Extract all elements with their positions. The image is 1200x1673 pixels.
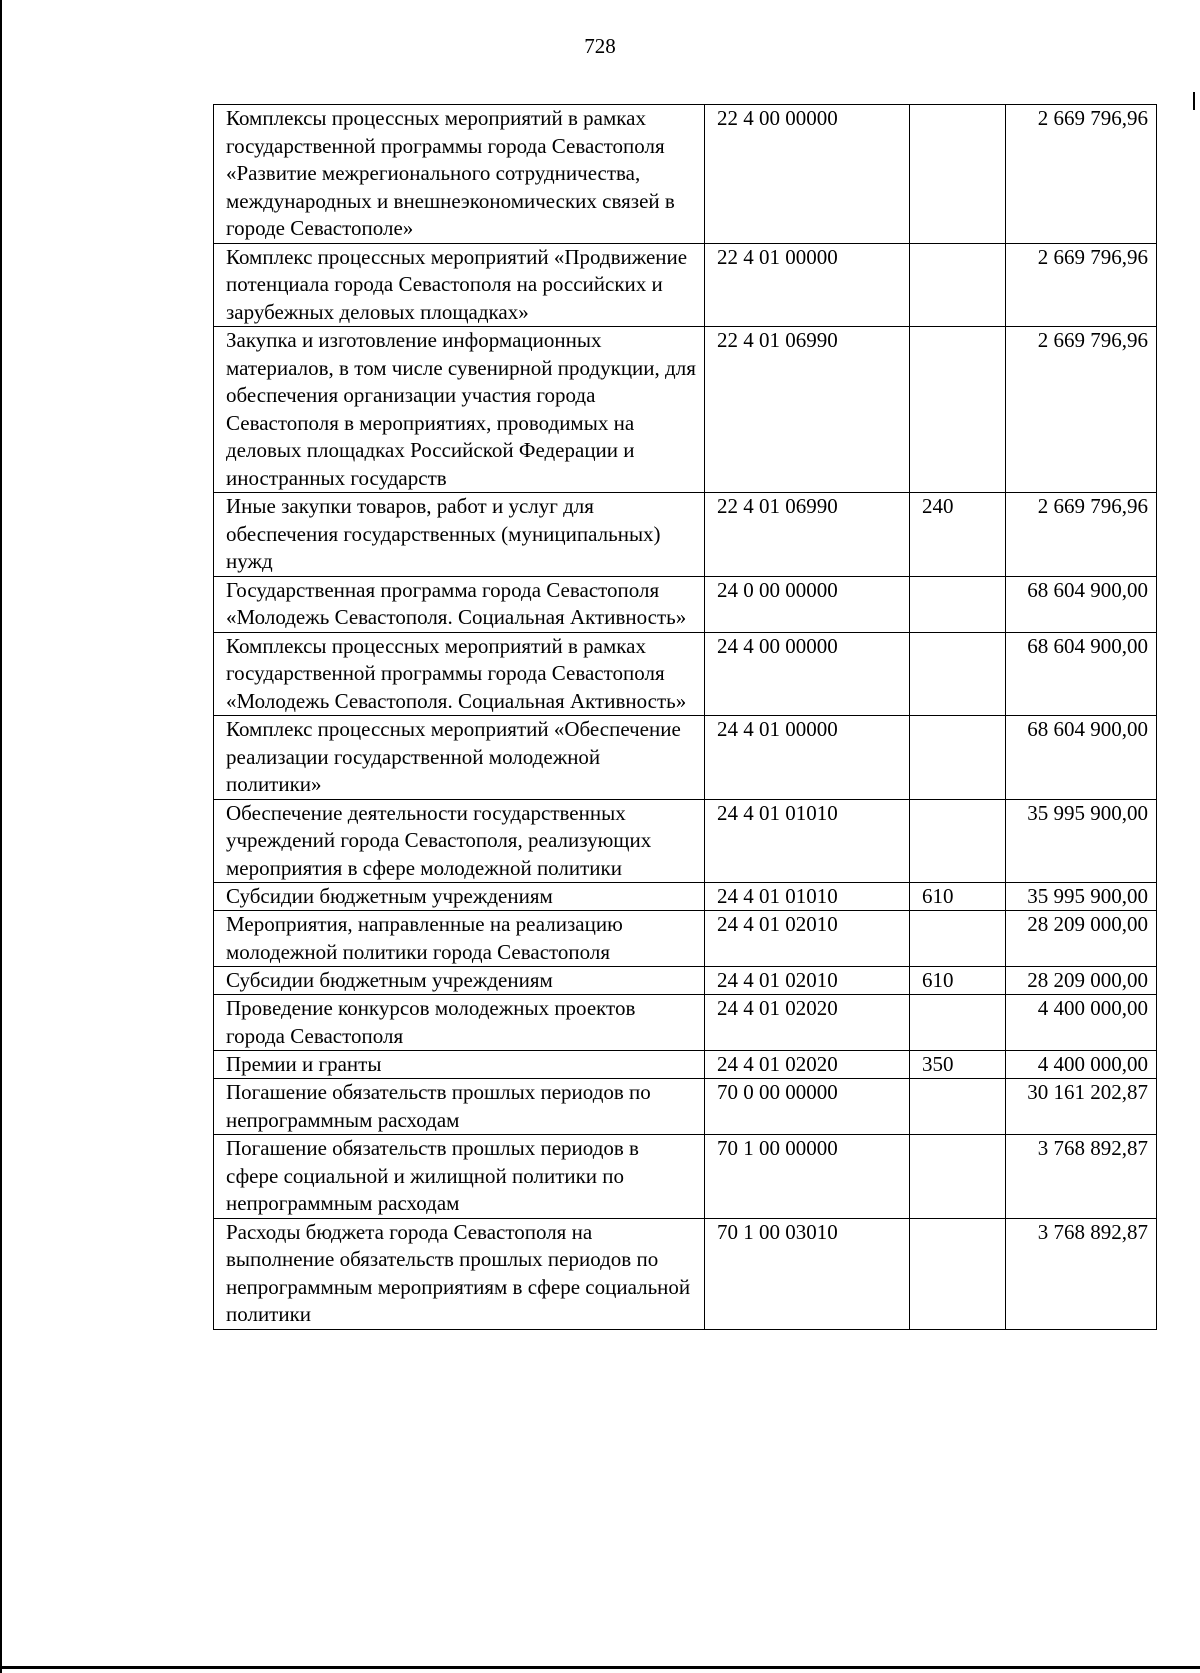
row-sum-cell: 4 400 000,00 [1006, 995, 1157, 1051]
row-sum-cell: 2 669 796,96 [1006, 243, 1157, 327]
table-row [214, 632, 1157, 716]
row-type-cell [910, 716, 1006, 800]
row-name-cell: Государственная программа города Севастополя «Молодежь Севастополя. Социальная Активность» [214, 576, 705, 632]
row-code-cell: 24 0 00 00000 [705, 576, 910, 632]
row-type-cell [910, 576, 1006, 632]
row-code-cell: 22 4 01 06990 [705, 493, 910, 577]
page-bottom-edge [0, 1666, 1200, 1669]
budget-table-body [214, 105, 1157, 1330]
table-row [214, 967, 1157, 995]
row-type-cell [910, 243, 1006, 327]
row-sum-cell: 68 604 900,00 [1006, 632, 1157, 716]
row-sum-cell: 35 995 900,00 [1006, 799, 1157, 883]
row-type-cell [910, 1135, 1006, 1219]
table-row [214, 1135, 1157, 1219]
row-code-cell: 24 4 01 01010 [705, 799, 910, 883]
row-type-cell [910, 327, 1006, 493]
row-code-cell: 24 4 01 00000 [705, 716, 910, 800]
row-code-cell: 24 4 01 02020 [705, 1051, 910, 1079]
row-type-cell [910, 105, 1006, 244]
row-type-cell: 610 [910, 967, 1006, 995]
row-type-cell [910, 995, 1006, 1051]
row-code-cell: 24 4 01 02020 [705, 995, 910, 1051]
row-type-cell: 240 [910, 493, 1006, 577]
row-name-cell: Комплексы процессных мероприятий в рамках государственной программы города Севастополя «Развитие межрегионального сотрудничества, международных и внешнеэкономических связей в городе Севастополе» [214, 105, 705, 244]
row-sum-cell: 28 209 000,00 [1006, 967, 1157, 995]
row-sum-cell: 30 161 202,87 [1006, 1079, 1157, 1135]
table-row [214, 883, 1157, 911]
row-name-cell: Расходы бюджета города Севастополя на выполнение обязательств прошлых периодов по непрограммным мероприятиям в сфере социальной политики [214, 1218, 705, 1329]
row-code-cell: 70 1 00 00000 [705, 1135, 910, 1219]
row-code-cell: 24 4 01 01010 [705, 883, 910, 911]
row-sum-cell: 2 669 796,96 [1006, 493, 1157, 577]
row-sum-cell: 3 768 892,87 [1006, 1218, 1157, 1329]
row-name-cell: Иные закупки товаров, работ и услуг для обеспечения государственных (муниципальных) нужд [214, 493, 705, 577]
table-row [214, 799, 1157, 883]
table-row [214, 1051, 1157, 1079]
row-name-cell: Обеспечение деятельности государственных учреждений города Севастополя, реализующих мероприятия в сфере молодежной политики [214, 799, 705, 883]
row-sum-cell: 3 768 892,87 [1006, 1135, 1157, 1219]
row-name-cell: Субсидии бюджетным учреждениям [214, 967, 705, 995]
row-sum-cell: 28 209 000,00 [1006, 911, 1157, 967]
table-row [214, 911, 1157, 967]
row-name-cell: Субсидии бюджетным учреждениям [214, 883, 705, 911]
row-type-cell: 610 [910, 883, 1006, 911]
row-sum-cell: 35 995 900,00 [1006, 883, 1157, 911]
page-left-edge [0, 0, 2, 1673]
row-name-cell: Мероприятия, направленные на реализацию молодежной политики города Севастополя [214, 911, 705, 967]
row-type-cell [910, 632, 1006, 716]
row-code-cell: 24 4 00 00000 [705, 632, 910, 716]
table-row [214, 716, 1157, 800]
row-code-cell: 70 1 00 03010 [705, 1218, 910, 1329]
row-sum-cell: 68 604 900,00 [1006, 576, 1157, 632]
row-name-cell: Закупка и изготовление информационных материалов, в том числе сувенирной продукции, для обеспечения организации участия города Севастополя в мероприятиях, проводимых на деловых площадках Российской Федерации и иностранных государств [214, 327, 705, 493]
row-sum-cell: 4 400 000,00 [1006, 1051, 1157, 1079]
row-code-cell: 24 4 01 02010 [705, 967, 910, 995]
page-number: 728 [584, 34, 616, 58]
row-type-cell [910, 799, 1006, 883]
table-row [214, 327, 1157, 493]
row-name-cell: Премии и гранты [214, 1051, 705, 1079]
row-code-cell: 22 4 00 00000 [705, 105, 910, 244]
row-sum-cell: 68 604 900,00 [1006, 716, 1157, 800]
row-type-cell [910, 911, 1006, 967]
row-type-cell [910, 1079, 1006, 1135]
row-sum-cell: 2 669 796,96 [1006, 105, 1157, 244]
row-name-cell: Комплекс процессных мероприятий «Продвижение потенциала города Севастополя на российских и зарубежных деловых площадках» [214, 243, 705, 327]
row-type-cell [910, 1218, 1006, 1329]
row-name-cell: Погашение обязательств прошлых периодов по непрограммным расходам [214, 1079, 705, 1135]
table-row [214, 1079, 1157, 1135]
scan-edge-mark [1193, 92, 1195, 110]
table-row [214, 493, 1157, 577]
row-type-cell: 350 [910, 1051, 1006, 1079]
row-code-cell: 22 4 01 06990 [705, 327, 910, 493]
row-name-cell: Проведение конкурсов молодежных проектов города Севастополя [214, 995, 705, 1051]
budget-table [213, 104, 1157, 1330]
row-sum-cell: 2 669 796,96 [1006, 327, 1157, 493]
table-row [214, 1218, 1157, 1329]
table-row [214, 105, 1157, 244]
table-row [214, 576, 1157, 632]
row-name-cell: Комплекс процессных мероприятий «Обеспечение реализации государственной молодежной политики» [214, 716, 705, 800]
table-row [214, 243, 1157, 327]
row-code-cell: 22 4 01 00000 [705, 243, 910, 327]
row-name-cell: Погашение обязательств прошлых периодов в сфере социальной и жилищной политики по непрограммным расходам [214, 1135, 705, 1219]
table-row [214, 995, 1157, 1051]
row-name-cell: Комплексы процессных мероприятий в рамках государственной программы города Севастополя «Молодежь Севастополя. Социальная Активность» [214, 632, 705, 716]
row-code-cell: 24 4 01 02010 [705, 911, 910, 967]
row-code-cell: 70 0 00 00000 [705, 1079, 910, 1135]
